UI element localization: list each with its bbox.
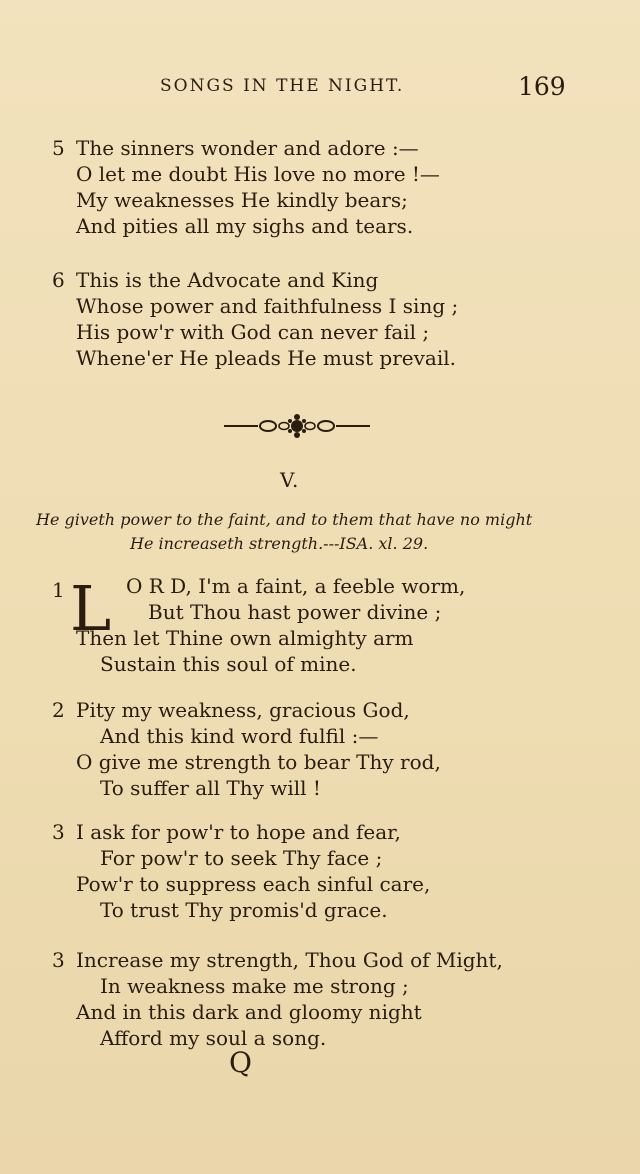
verse-number: 3 — [52, 820, 65, 844]
verse-line: Increase my strength, Thou God of Might, — [76, 948, 503, 972]
verse-number: 6 — [52, 268, 65, 292]
running-title: SONGS IN THE NIGHT. — [160, 76, 405, 96]
verse-line: And this kind word fulfil :— — [100, 724, 379, 748]
verse-number: 2 — [52, 698, 65, 722]
verse-line: O give me strength to bear Thy rod, — [76, 750, 441, 774]
verse-line: Afford my soul a song. — [100, 1026, 327, 1050]
verse-line: But Thou hast power divine ; — [148, 600, 442, 624]
page-number: 169 — [518, 72, 566, 101]
verse-line: Then let Thine own almighty arm — [76, 626, 414, 650]
verse-line: The sinners wonder and adore :— — [76, 136, 419, 160]
epigraph-line: He increaseth strength.---ISA. xl. 29. — [130, 534, 429, 553]
verse-line: In weakness make me strong ; — [100, 974, 409, 998]
verse-line: Pow'r to suppress each sinful care, — [76, 872, 431, 896]
verse-line: Sustain this soul of mine. — [100, 652, 357, 676]
verse-line: Pity my weakness, gracious God, — [76, 698, 410, 722]
verse-number: 1 — [52, 578, 65, 602]
verse-line: I ask for pow'r to hope and fear, — [76, 820, 401, 844]
verse-line: O R D, I'm a faint, a feeble worm, — [126, 574, 466, 598]
signature-mark: Q — [229, 1046, 252, 1079]
verse-line: Whene'er He pleads He must prevail. — [76, 346, 456, 370]
hymn-number: V. — [280, 468, 300, 492]
verse-line: And pities all my sighs and tears. — [76, 214, 414, 238]
verse-line: To trust Thy promis'd grace. — [100, 898, 388, 922]
verse-line: O let me doubt His love no more !— — [76, 162, 440, 186]
verse-line: His pow'r with God can never fail ; — [76, 320, 430, 344]
ornament-divider — [222, 412, 372, 440]
verse-number: 5 — [52, 136, 65, 160]
page-header — [0, 72, 640, 102]
verse-line: My weaknesses He kindly bears; — [76, 188, 408, 212]
verse-number: 3 — [52, 948, 65, 972]
verse-line: And in this dark and gloomy night — [76, 1000, 422, 1024]
verse-line: To suffer all Thy will ! — [100, 776, 321, 800]
epigraph-line: He giveth power to the faint, and to them that have no might — [36, 510, 533, 529]
verse-line: Whose power and faithfulness I sing ; — [76, 294, 459, 318]
verse-line: For pow'r to seek Thy face ; — [100, 846, 383, 870]
drop-cap: L — [70, 572, 112, 645]
verse-line: This is the Advocate and King — [76, 268, 379, 292]
